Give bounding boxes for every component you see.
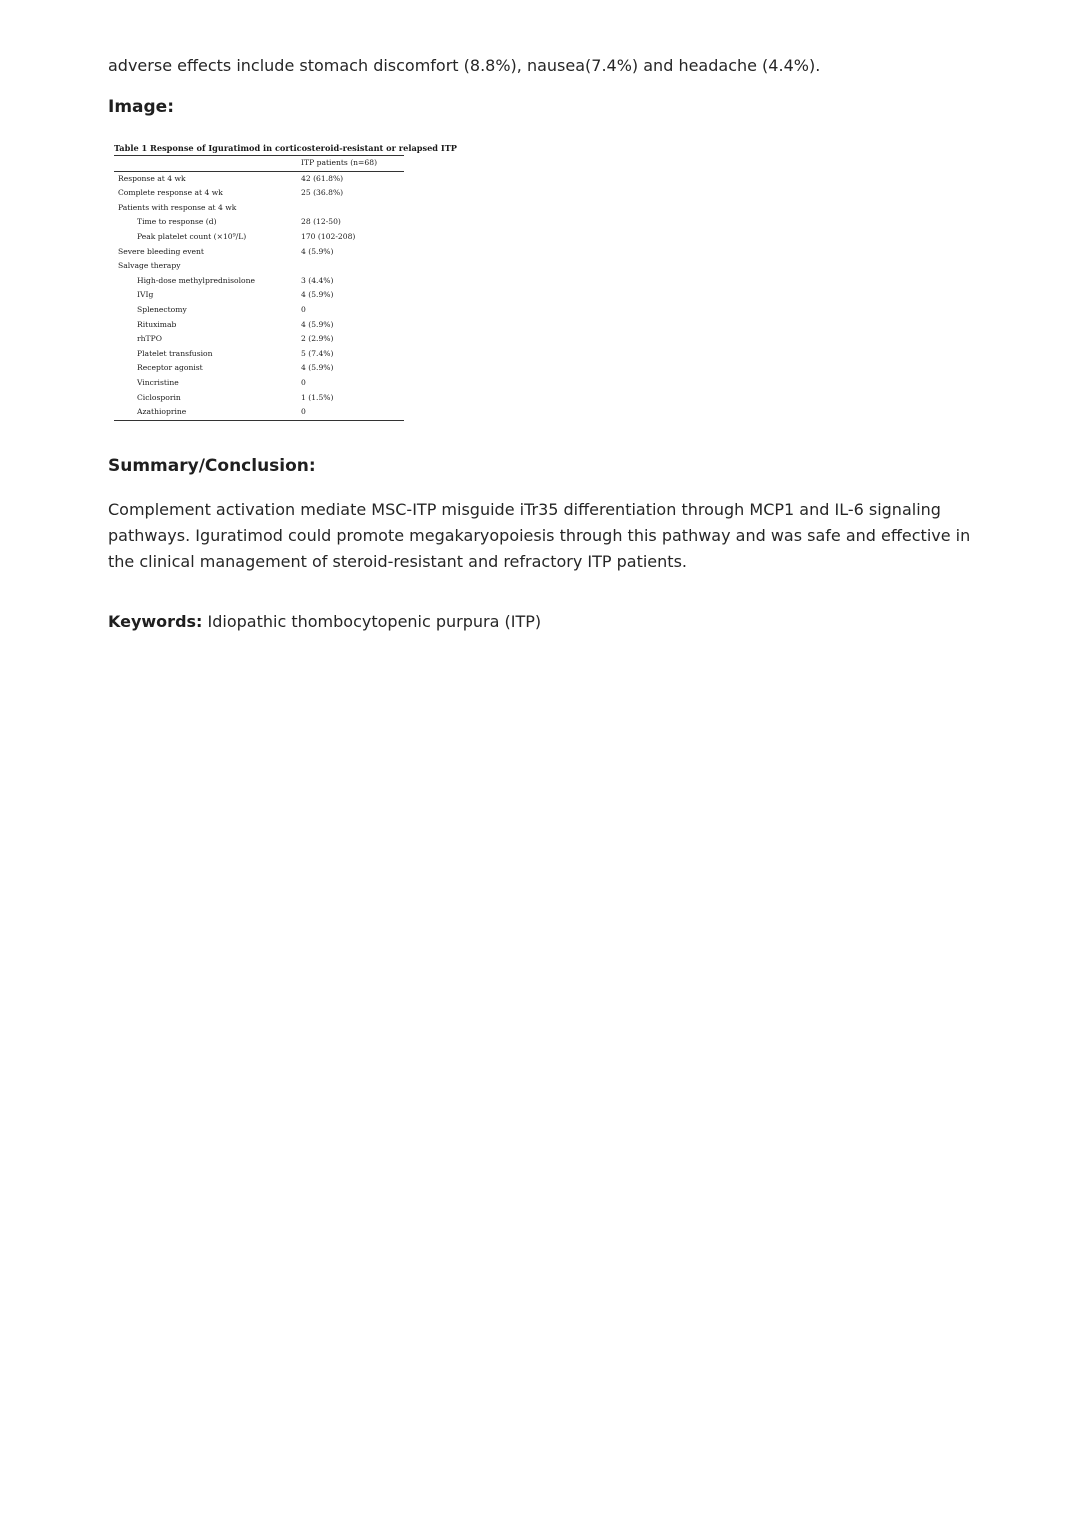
image-heading: Image: [108, 97, 175, 117]
table-bottom-rule [114, 420, 404, 421]
table-row [114, 405, 404, 420]
intro-paragraph: adverse effects include stomach discomfort (8.8%), nausea(7.4%) and headache (4.4%). [108, 56, 821, 75]
summary-paragraph: Complement activation mediate MSC-ITP misguide iTr35 differentiation through MCP1 and IL-6 signaling pathways. Iguratimod could promote megakaryopoiesis through this pathway and was safe and effective in the clinical management of steroid-resistant and refractory ITP patients. [108, 500, 971, 571]
table-row [114, 215, 404, 230]
keywords-value: Idiopathic thombocytopenic purpura (ITP) [207, 612, 542, 631]
table-row-label: IVIg [137, 290, 154, 300]
table-row-value: 4 (5.9%) [301, 290, 334, 300]
table-row-value: 42 (61.8%) [301, 173, 344, 183]
response-table-figure [114, 141, 457, 421]
table-row-value: 3 (4.4%) [301, 275, 334, 285]
table-column-header: ITP patients (n=68) [301, 158, 378, 167]
table-row-value: 0 [301, 377, 306, 387]
keywords-label: Keywords: [108, 612, 203, 631]
keywords-line [108, 609, 978, 635]
table-row-value: 5 (7.4%) [301, 348, 334, 358]
table-row-value: 0 [301, 407, 306, 417]
table-row-value: 0 [301, 304, 306, 314]
table-caption: Table 1 Response of Iguratimod in corticosteroid-resistant or relapsed ITP [114, 143, 457, 153]
table-row-label: Azathioprine [137, 407, 187, 417]
table-row [114, 288, 404, 303]
table-row-label: Time to response (d) [137, 217, 217, 227]
table-row-value: 1 (1.5%) [301, 392, 334, 402]
table-row [114, 376, 404, 391]
table-row [114, 230, 404, 245]
table-row [114, 245, 404, 260]
table-row [114, 186, 404, 201]
table-row-value: 25 (36.8%) [301, 188, 344, 198]
table-row-label: Complete response at 4 wk [118, 188, 223, 198]
table-row-value: 28 (12-50) [301, 217, 341, 227]
summary-heading: Summary/Conclusion: [108, 456, 316, 476]
table-row-label: Salvage therapy [118, 261, 181, 271]
table-row-value: 4 (5.9%) [301, 319, 334, 329]
table-header-row [114, 156, 404, 171]
table-row-value: 4 (5.9%) [301, 246, 334, 256]
table-row-label: Ciclosporin [137, 392, 181, 402]
table-row-value: 2 (2.9%) [301, 334, 334, 344]
table-row-label: Response at 4 wk [118, 173, 186, 183]
table-row [114, 391, 404, 406]
table-row-value: 4 (5.9%) [301, 363, 334, 373]
table-row-label: Receptor agonist [137, 363, 203, 373]
table-row-label: Peak platelet count (×10⁹/L) [137, 231, 247, 241]
table-row [114, 274, 404, 289]
table-row-label: High-dose methylprednisolone [137, 275, 255, 285]
table-row-label: Vincristine [137, 377, 179, 387]
table-row [114, 303, 404, 318]
table-row [114, 259, 404, 274]
table-row-label: Splenectomy [137, 304, 187, 314]
table-row-value: 170 (102-208) [301, 231, 356, 241]
table-row-label: Rituximab [137, 319, 177, 329]
table-row-label: Severe bleeding event [118, 246, 204, 256]
table-row [114, 347, 404, 362]
table-row [114, 332, 404, 347]
table-row [114, 361, 404, 376]
table-row [114, 172, 404, 187]
table-row [114, 201, 404, 216]
table-body [114, 172, 420, 420]
table-row [114, 318, 404, 333]
table-row-label: Patients with response at 4 wk [118, 202, 237, 212]
table-row-label: Platelet transfusion [137, 348, 213, 358]
table-row-label: rhTPO [137, 334, 162, 344]
